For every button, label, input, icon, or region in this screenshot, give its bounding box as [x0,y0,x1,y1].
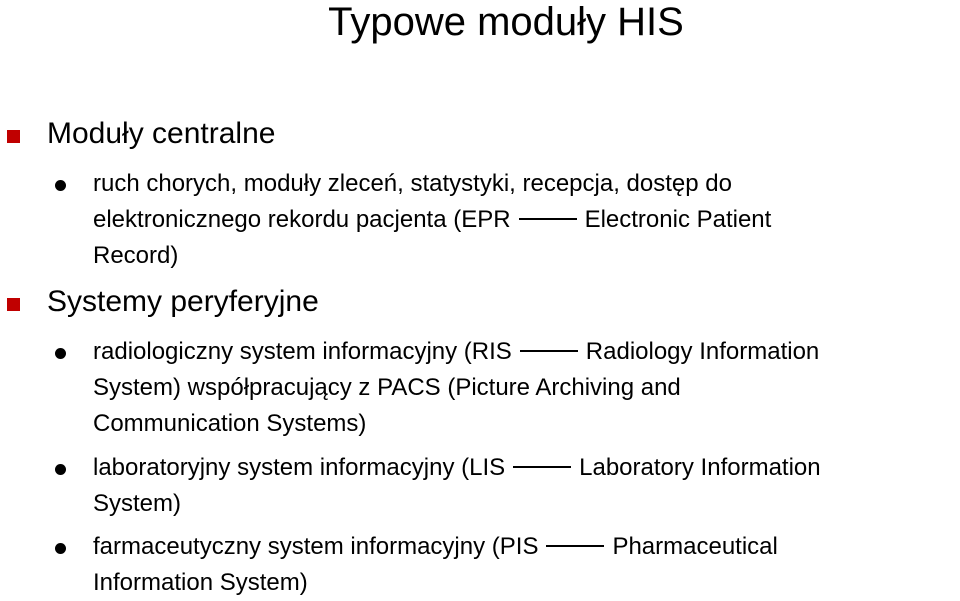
em-dash-line [546,545,604,547]
item-text: radiologiczny system informacyjny (RIS [93,338,512,365]
item-line [93,202,771,238]
square-bullet-icon [7,298,20,311]
section-heading-text: Moduły centralne [47,117,276,150]
item-text: farmaceutyczny system informacyjny (PIS [93,533,539,560]
item-text: laboratoryjny system informacyjny (LIS [93,454,506,481]
item-line [93,529,778,565]
item-text: Pharmaceutical [612,533,778,560]
item-line: System) [93,490,182,517]
section-heading-text: Systemy peryferyjne [47,285,319,318]
item-line: Information System) [93,569,308,596]
item-line: Record) [93,242,179,269]
square-bullet-icon [7,130,20,143]
em-dash-line [520,350,578,352]
item-line: Communication Systems) [93,410,367,437]
item-line [93,450,821,486]
round-bullet-icon [55,348,66,359]
round-bullet-icon [55,543,66,554]
item-text: Laboratory Information [579,454,821,481]
em-dash-line [519,218,577,220]
item-line: ruch chorych, moduły zleceń, statystyki, recepcja, dostęp do [93,170,732,197]
round-bullet-icon [55,180,66,191]
slide-title: Typowe moduły HIS [328,0,684,44]
em-dash-line [513,466,571,468]
item-text: Electronic Patient [584,206,772,233]
round-bullet-icon [55,464,66,475]
item-line: System) współpracujący z PACS (Picture Archiving and [93,374,681,401]
item-text: elektronicznego rekordu pacjenta (EPR [93,206,511,233]
item-line [93,334,819,370]
item-text: Radiology Information [585,338,820,365]
